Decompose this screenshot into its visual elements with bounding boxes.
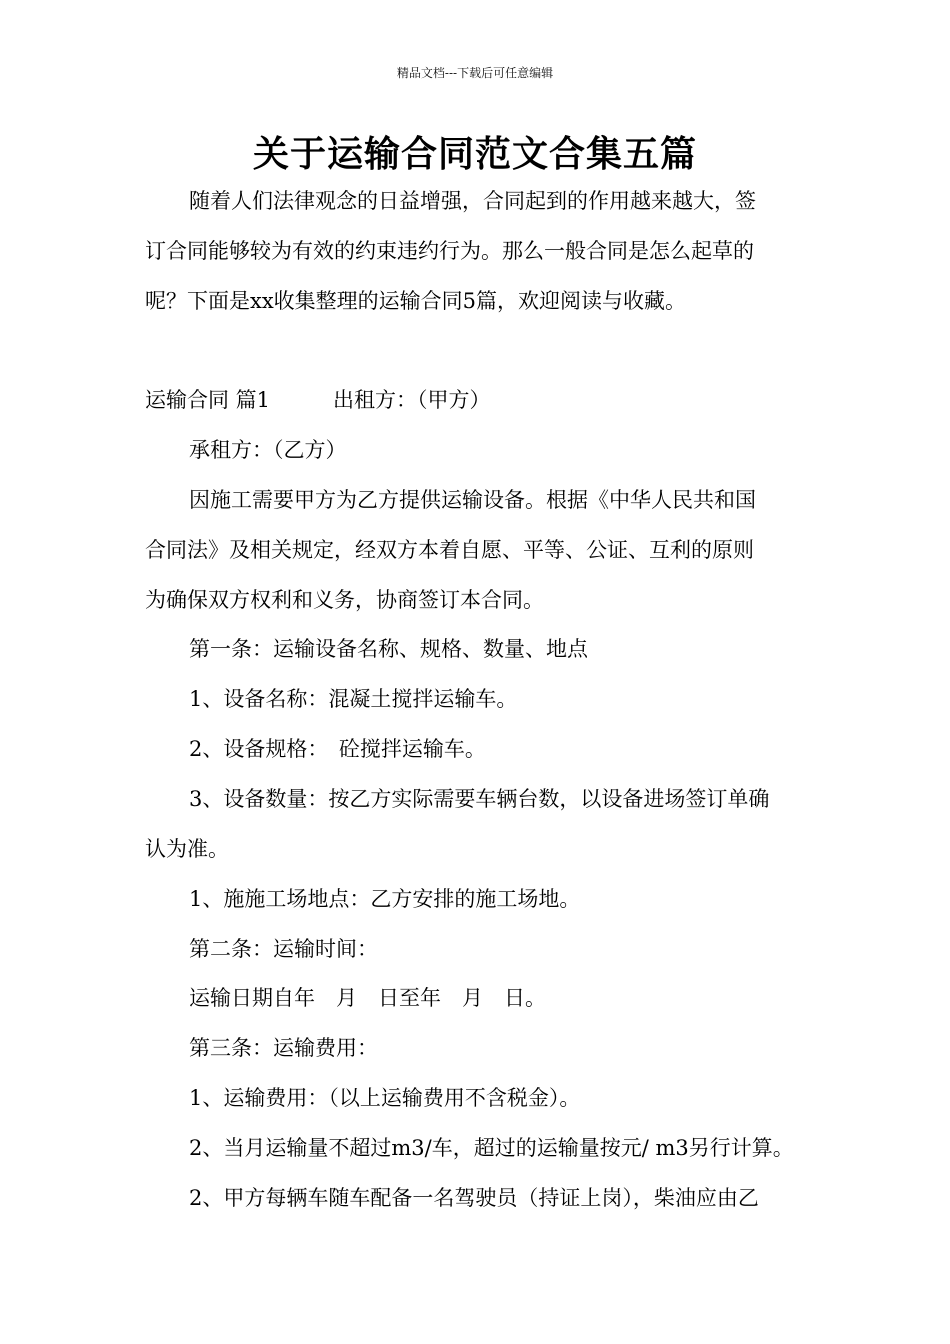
paragraph-line: 3、设备数量：按乙方实际需要车辆台数，以设备进场签订单确 — [189, 787, 770, 811]
page-header: 精品文档---下载后可任意编辑 — [396, 66, 554, 80]
paragraph-line: 2、设备规格： 砼搅拌运输车。 — [189, 737, 486, 761]
paragraph-line: 2、当月运输量不超过m3/车，超过的运输量按元/ m3另行计算。 — [189, 1136, 794, 1160]
paragraph-line: 合同法》及相关规定，经双方本着自愿、平等、公证、互利的原则 — [145, 538, 754, 562]
paragraph-line: 运输合同 篇1 出租方：（甲方） — [145, 388, 491, 412]
paragraph-line: 认为准。 — [145, 837, 229, 861]
paragraph-line: 运输日期自年 月 日至年 月 日。 — [189, 986, 546, 1010]
paragraph-line: 第二条：运输时间： — [189, 937, 378, 961]
paragraph-line: 2、甲方每辆车随车配备一名驾驶员（持证上岗），柴油应由乙 — [189, 1186, 759, 1210]
paragraph-line: 第三条：运输费用： — [189, 1036, 378, 1060]
paragraph-line: 承租方：（乙方） — [189, 438, 347, 462]
paragraph-line: 1、运输费用：（以上运输费用不含税金）。 — [189, 1086, 581, 1110]
paragraph-line: 随着人们法律观念的日益增强，合同起到的作用越来越大，签 — [189, 189, 756, 213]
paragraph-line: 1、设备名称：混凝土搅拌运输车。 — [189, 687, 518, 711]
paragraph-line: 1、施施工场地点：乙方安排的施工场地。 — [189, 887, 581, 911]
paragraph-line: 订合同能够较为有效的约束违约行为。那么一般合同是怎么起草的 — [145, 239, 754, 263]
paragraph-line: 第一条：运输设备名称、规格、数量、地点 — [189, 637, 588, 661]
paragraph-line: 为确保双方权利和义务，协商签订本合同。 — [145, 588, 544, 612]
paragraph-line: 因施工需要甲方为乙方提供运输设备。根据《中华人民共和国 — [189, 488, 756, 512]
paragraph-line: 呢？下面是xx收集整理的运输合同5篇，欢迎阅读与收藏。 — [145, 289, 687, 313]
document-title: 关于运输合同范文合集五篇 — [252, 134, 697, 175]
